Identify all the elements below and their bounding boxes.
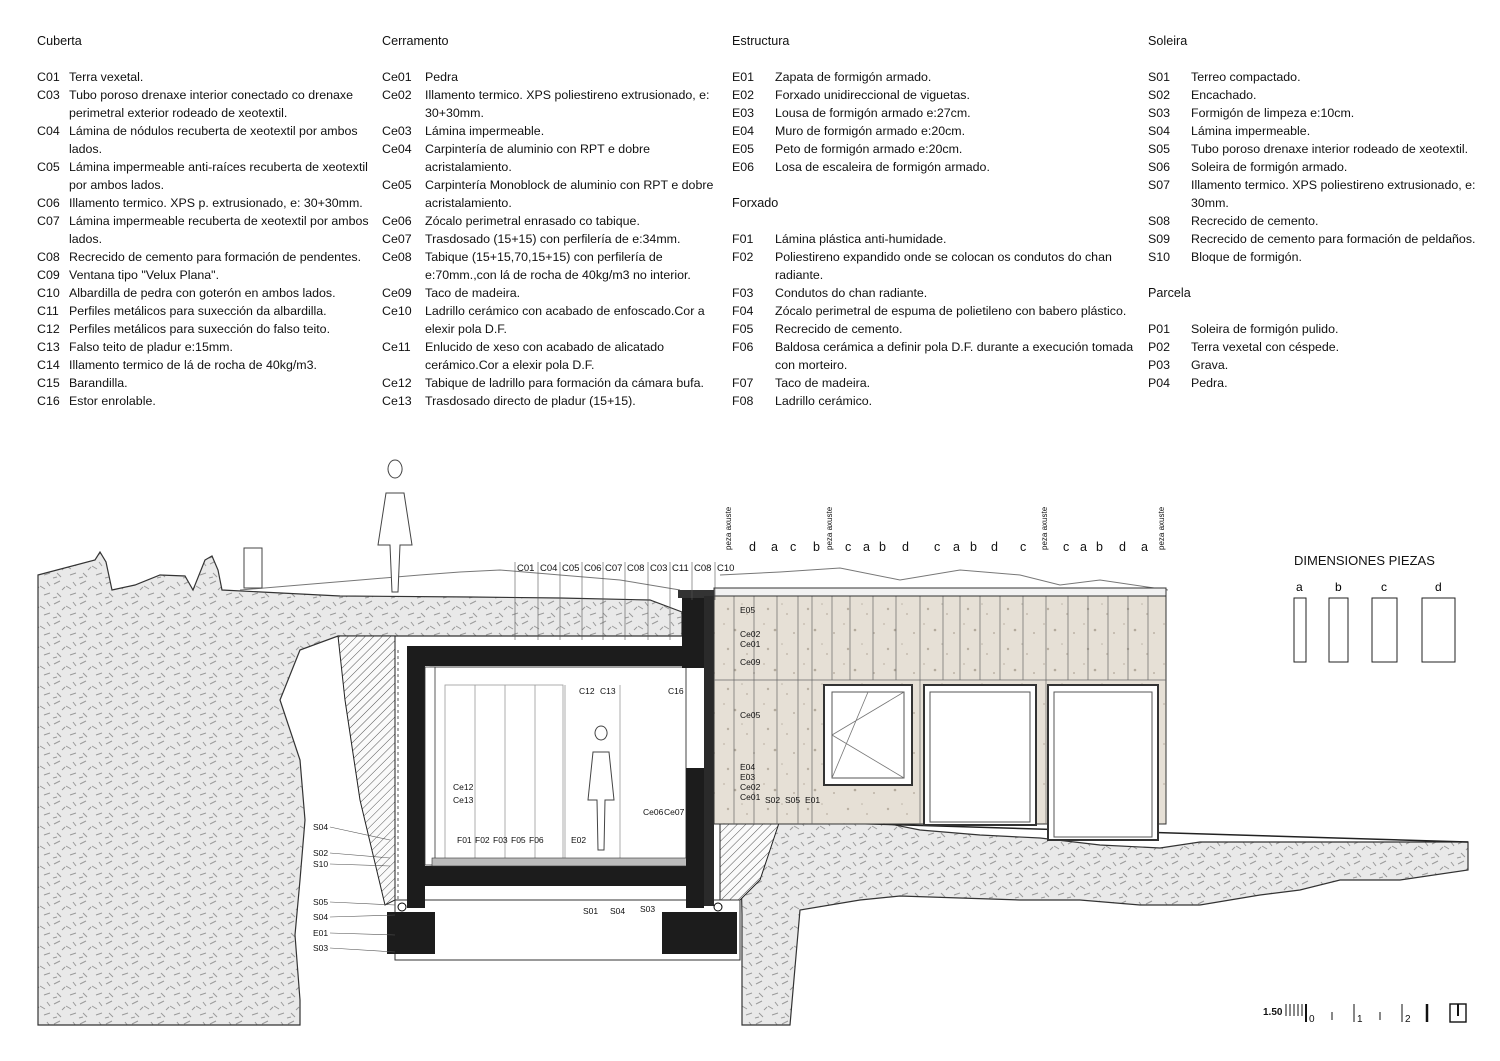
legend-item-code: F08 xyxy=(732,394,754,408)
piece-seq-letter: b xyxy=(970,540,977,554)
legend-item-text: Illamento termico. XPS poliestireno extrusionado, e: 30+30mm. xyxy=(425,88,710,120)
legend-item-code: Ce02 xyxy=(382,88,412,102)
label-e04: E04 xyxy=(740,762,756,772)
label-f01: F01 xyxy=(457,835,472,845)
legend-item-code: P01 xyxy=(1148,322,1171,336)
legend-item-code: Ce06 xyxy=(382,214,412,228)
piece-seq-letter: b xyxy=(879,540,886,554)
legend-item-code: F03 xyxy=(732,286,754,300)
legend-item-code: Ce09 xyxy=(382,286,412,300)
roof-tag: C03 xyxy=(650,563,668,574)
legend-item-text: Enlucido de xeso con acabado de alicatado cerámico.Cor a elexir pola D.F. xyxy=(425,340,665,372)
roof-tag: C05 xyxy=(562,563,580,574)
piece-seq-letter: d xyxy=(991,540,998,554)
roof-tag: C08 xyxy=(627,563,645,574)
label-f03: F03 xyxy=(493,835,508,845)
label-s03: S03 xyxy=(640,904,656,914)
piece-seq-letter: a xyxy=(953,540,960,554)
legend-item-text: Poliestireno expandido onde se colocan os condutos do chan radiante. xyxy=(775,250,1112,282)
label-ce01: Ce01 xyxy=(740,639,761,649)
legend-item-text: Carpintería Monoblock de aluminio con RPT e dobre acristalamiento. xyxy=(425,178,714,210)
legend-item-code: E06 xyxy=(732,160,755,174)
scale-ratio: 1.50 xyxy=(1263,1007,1283,1018)
label-c16: C16 xyxy=(668,686,684,696)
pieces-group xyxy=(1294,580,1455,662)
piece-seq-letter: c xyxy=(1063,540,1070,554)
label-ce05: Ce05 xyxy=(740,710,761,720)
legend-item-code: Ce07 xyxy=(382,232,412,246)
label-left-s03: S03 xyxy=(313,943,329,953)
legend-item-text: Carpintería de aluminio con RPT e dobre acristalamiento. xyxy=(425,142,650,174)
label-ce06: Ce06 xyxy=(643,807,664,817)
legend-item-code: S02 xyxy=(1148,88,1171,102)
legend-item-text: Terreo compactado. xyxy=(1191,70,1301,84)
label-ce01b: Ce01 xyxy=(740,792,761,802)
label-e01: E01 xyxy=(805,795,821,805)
label-f06: F06 xyxy=(529,835,544,845)
person-figure-roof xyxy=(378,460,412,592)
legend-item-code: S10 xyxy=(1148,250,1171,264)
right-wall-upper xyxy=(704,596,714,906)
piece-label-c: c xyxy=(1381,580,1387,594)
roof-skylight-block xyxy=(244,548,262,588)
legend-item-code: C09 xyxy=(37,268,60,282)
piece-seq-letter: a xyxy=(771,540,778,554)
label-f02: F02 xyxy=(475,835,490,845)
legend-item-text: Tabique de ladrillo para formación da cámara bufa. xyxy=(425,376,704,390)
legend-item-code: P04 xyxy=(1148,376,1171,390)
label-left-e01: E01 xyxy=(313,928,329,938)
facade-window-fixed-2 xyxy=(1048,685,1158,840)
roof-tag: C11 xyxy=(672,563,689,574)
footing-right xyxy=(662,912,737,954)
drain-pipe-left xyxy=(398,903,406,911)
legend-item-code: Ce10 xyxy=(382,304,412,318)
label-f05: F05 xyxy=(511,835,526,845)
legend-item-text: Formigón de limpeza e:10cm. xyxy=(1191,106,1355,120)
floor-finish xyxy=(432,858,688,866)
legend-item-code: E01 xyxy=(732,70,755,84)
legend-item-code: E02 xyxy=(732,88,755,102)
legend-item-code: C14 xyxy=(37,358,60,372)
roof-tag: C07 xyxy=(605,563,623,574)
roof-tag: C04 xyxy=(540,563,558,574)
legend-item-text: Pedra. xyxy=(1191,376,1228,390)
roof-tag: C01 xyxy=(517,563,535,574)
legend-item-text: Soleira de formigón armado. xyxy=(1191,160,1348,174)
drain-pipe-right xyxy=(714,903,722,911)
legend-item-text: Perfiles metálicos para suxección do falso teito. xyxy=(69,322,331,336)
legend-item-code: C12 xyxy=(37,322,60,336)
legend-item-text: Lámina impermeable recuberta de xeotextil por ambos lados. xyxy=(69,214,369,246)
piece-seq-letter: d xyxy=(902,540,909,554)
floor-slab xyxy=(412,866,707,886)
piece-seq-letter: d xyxy=(1119,540,1126,554)
label-left-s05: S05 xyxy=(313,897,329,907)
legend-item-text: Taco de madeira. xyxy=(425,286,521,300)
legend-item-text: Peto de formigón armado e:20cm. xyxy=(775,142,963,156)
scale-bar xyxy=(1263,1004,1466,1025)
legend-item-code: Ce05 xyxy=(382,178,412,192)
legend-item-text: Recrecido de cemento para formación de pendentes. xyxy=(69,250,362,264)
legend-item-text: Trasdosado (15+15) con perfilería de e:34mm. xyxy=(425,232,681,246)
axuste-label-3: peza axuste xyxy=(1040,506,1049,550)
legend-item-text: Albardilla de pedra con goterón en ambos lados. xyxy=(69,286,336,300)
roof-tags xyxy=(517,563,734,574)
legend-item-code: S01 xyxy=(1148,70,1171,84)
scale-tick-2: 2 xyxy=(1405,1014,1411,1025)
legend-item-text: Muro de formigón armado e:20cm. xyxy=(775,124,966,138)
legend-item-text: Lámina impermeable anti-raíces recuberta de xeotextil por ambos lados. xyxy=(69,160,368,192)
label-e02: E02 xyxy=(571,835,587,845)
legend-item-text: Losa de escaleira de formigón armado. xyxy=(775,160,990,174)
legend-cerramento-title: Cerramento xyxy=(382,34,449,48)
scale-tick-0: 0 xyxy=(1309,1014,1315,1025)
legend-item-text: Taco de madeira. xyxy=(775,376,871,390)
label-left-s02: S02 xyxy=(313,848,329,858)
legend-item-code: Ce12 xyxy=(382,376,412,390)
legend-item-text: Tubo poroso drenaxe interior rodeado de xeotextil. xyxy=(1191,142,1469,156)
legend-item-text: Illamento termico. XPS p. extrusionado, e: 30+30mm. xyxy=(69,196,363,210)
legend-item-code: Ce13 xyxy=(382,394,412,408)
legend-item-text: Tubo poroso drenaxe interior conectado co drenaxe perimetral exterior rodeado de xeotextil. xyxy=(69,88,354,120)
legend-item-code: F07 xyxy=(732,376,754,390)
piece-seq-letter: c xyxy=(790,540,797,554)
label-s01: S01 xyxy=(583,906,599,916)
legend-item-code: C08 xyxy=(37,250,60,264)
legend-item-code: Ce08 xyxy=(382,250,412,264)
legend-item-text: Pedra xyxy=(425,70,459,84)
label-left-s10: S10 xyxy=(313,859,329,869)
piece-seq-letter: c xyxy=(845,540,852,554)
legend-soleira-title: Soleira xyxy=(1148,34,1188,48)
piece-seq-letter: a xyxy=(1141,540,1148,554)
legend-item-code: F01 xyxy=(732,232,754,246)
piece-seq-letter: b xyxy=(1096,540,1103,554)
legend-item-text: Encachado. xyxy=(1191,88,1257,102)
legend-item-text: Forxado unidireccional de viguetas. xyxy=(775,88,970,102)
roof-slab xyxy=(407,646,707,666)
legend-item-code: E03 xyxy=(732,106,755,120)
piece-label-b: b xyxy=(1335,580,1342,594)
roof-tag: C06 xyxy=(584,563,602,574)
legend-item-code: E04 xyxy=(732,124,755,138)
label-ce13: Ce13 xyxy=(453,795,474,805)
facade-roof-band xyxy=(714,588,1166,596)
facade-window-openable xyxy=(824,685,912,785)
legend-cuberta-title: Cuberta xyxy=(37,34,82,48)
terrain-fill-right xyxy=(740,810,1468,1025)
legend-item-text: Illamento termico de lá de rocha de 40kg/m3. xyxy=(69,358,317,372)
scale-tick-1: 1 xyxy=(1357,1014,1363,1025)
label-ce02b: Ce02 xyxy=(740,782,761,792)
legend-item-code: Ce11 xyxy=(382,340,411,354)
legend-item-text: Lousa de formigón armado e:27cm. xyxy=(775,106,971,120)
legend-item-text: Grava. xyxy=(1191,358,1229,372)
legend-item-code: C07 xyxy=(37,214,60,228)
piece-label-a: a xyxy=(1296,580,1303,594)
legend-item-text: Illamento termico. XPS poliestireno extrusionado, e: 30mm. xyxy=(1191,178,1476,210)
piece-seq-letter: d xyxy=(749,540,756,554)
legend-item-code: S08 xyxy=(1148,214,1171,228)
label-c13: C13 xyxy=(600,686,616,696)
piece-sequence xyxy=(749,540,1148,554)
right-wall xyxy=(686,768,704,908)
legend-item-text: Ladrillo cerámico. xyxy=(775,394,873,408)
axuste-label-4: peza axuste xyxy=(1157,506,1166,550)
label-s04: S04 xyxy=(610,906,626,916)
legend-item-code: S03 xyxy=(1148,106,1171,120)
left-wall-lining xyxy=(425,667,435,865)
legend-item-text: Estor enrolable. xyxy=(69,394,156,408)
legend-item-code: E05 xyxy=(732,142,755,156)
legend-item-code: Ce01 xyxy=(382,70,412,84)
roof-tag: C08 xyxy=(694,563,712,574)
facade-window-fixed-1 xyxy=(924,685,1036,825)
label-c12: C12 xyxy=(579,686,595,696)
axuste-label-1: peza axuste xyxy=(724,506,733,550)
legend-item-code: P02 xyxy=(1148,340,1171,354)
label-left-s04: S04 xyxy=(313,822,329,832)
legend-item-code: F02 xyxy=(732,250,754,264)
legend-item-text: Recrecido de cemento. xyxy=(775,322,903,336)
legend-item-code: C05 xyxy=(37,160,60,174)
legend-item-text: Recrecido de cemento para formación de peldaños. xyxy=(1191,232,1476,246)
footing-left xyxy=(387,912,435,954)
piece-seq-letter: b xyxy=(813,540,820,554)
label-s05: S05 xyxy=(785,795,801,805)
legend-item-code: F04 xyxy=(732,304,754,318)
legend-item-code: S07 xyxy=(1148,178,1171,192)
pieces-title: DIMENSIONES PIEZAS xyxy=(1294,553,1435,568)
legend-item-text: Trasdosado directo de pladur (15+15). xyxy=(425,394,636,408)
legend-item-code: F06 xyxy=(732,340,754,354)
legend-item-text: Terra vexetal con céspede. xyxy=(1191,340,1340,354)
legend-item-code: C10 xyxy=(37,286,60,300)
piece-shape-d xyxy=(1422,598,1455,662)
label-ce07: Ce07 xyxy=(664,807,685,817)
legend-item-text: Perfiles metálicos para suxección da albardilla. xyxy=(69,304,327,318)
label-e03: E03 xyxy=(740,772,756,782)
legend-item-code: C01 xyxy=(37,70,60,84)
legend-item-text: Bloque de formigón. xyxy=(1191,250,1302,264)
legend-item-code: F05 xyxy=(732,322,754,336)
legend-item-text: Zócalo perimetral enrasado co tabique. xyxy=(425,214,640,228)
legend-item-text: Soleira de formigón pulido. xyxy=(1191,322,1339,336)
legend-item-code: C16 xyxy=(37,394,60,408)
label-s02: S02 xyxy=(765,795,781,805)
legend-item-text: Ladrillo cerámico con acabado de enfoscado.Cor a elexir pola D.F. xyxy=(425,304,705,336)
legend-item-code: S04 xyxy=(1148,124,1171,138)
legend-item-code: S05 xyxy=(1148,142,1171,156)
label-ce02: Ce02 xyxy=(740,629,761,639)
legend-item-text: Lámina de nódulos recuberta de xeotextil por ambos lados. xyxy=(69,124,358,156)
axuste-label-2: peza axuste xyxy=(825,506,834,550)
roof-tag: C10 xyxy=(717,563,735,574)
legend-item-text: Lámina plástica anti-humidade. xyxy=(775,232,947,246)
legend-parcela-title: Parcela xyxy=(1148,286,1191,300)
piece-seq-letter: c xyxy=(1020,540,1027,554)
legend-estructura-title: Estructura xyxy=(732,34,790,48)
legend-item-text: Ventana tipo "Velux Plana". xyxy=(69,268,220,282)
label-left-s04b: S04 xyxy=(313,912,329,922)
legend-item-text: Baldosa cerámica a definir pola D.F. durante a execución tomada con morteiro. xyxy=(775,340,1134,372)
legend-item-text: Tabique (15+15,70,15+15) con perfilería de e:70mm.,con lá de rocha de 40kg/m3 no interior. xyxy=(425,250,691,282)
label-e05: E05 xyxy=(740,605,756,615)
legend-item-code: C06 xyxy=(37,196,60,210)
legend-forxado-title: Forxado xyxy=(732,196,779,210)
legend-item-code: Ce04 xyxy=(382,142,412,156)
legend-item-text: Barandilla. xyxy=(69,376,128,390)
legend-item-code: C03 xyxy=(37,88,60,102)
piece-seq-letter: a xyxy=(863,540,870,554)
piece-seq-letter: c xyxy=(934,540,941,554)
piece-label-d: d xyxy=(1435,580,1442,594)
legend-item-text: Zócalo perimetral de espuma de polietileno con babero plástico. xyxy=(775,304,1127,318)
legend-item-text: Falso teito de pladur e:15mm. xyxy=(69,340,233,354)
legend-item-text: Zapata de formigón armado. xyxy=(775,70,932,84)
legend-item-code: C11 xyxy=(37,304,59,318)
legend-item-text: Condutos do chan radiante. xyxy=(775,286,928,300)
piece-shape-b xyxy=(1329,598,1348,662)
legend-item-text: Lámina impermeable. xyxy=(425,124,545,138)
label-ce12: Ce12 xyxy=(453,782,474,792)
legend-item-text: Lámina impermeable. xyxy=(1191,124,1311,138)
legend-item-code: S09 xyxy=(1148,232,1171,246)
legend-item-code: P03 xyxy=(1148,358,1171,372)
legend-item-code: C04 xyxy=(37,124,60,138)
legend-item-text: Terra vexetal. xyxy=(69,70,144,84)
piece-shape-a xyxy=(1294,598,1306,662)
legend-item-code: Ce03 xyxy=(382,124,412,138)
legend-item-code: C13 xyxy=(37,340,60,354)
label-ce09: Ce09 xyxy=(740,657,761,667)
legend-item-code: S06 xyxy=(1148,160,1171,174)
legend-item-text: Recrecido de cemento. xyxy=(1191,214,1319,228)
piece-seq-letter: a xyxy=(1080,540,1087,554)
legend-item-code: C15 xyxy=(37,376,60,390)
piece-shape-c xyxy=(1372,598,1397,662)
